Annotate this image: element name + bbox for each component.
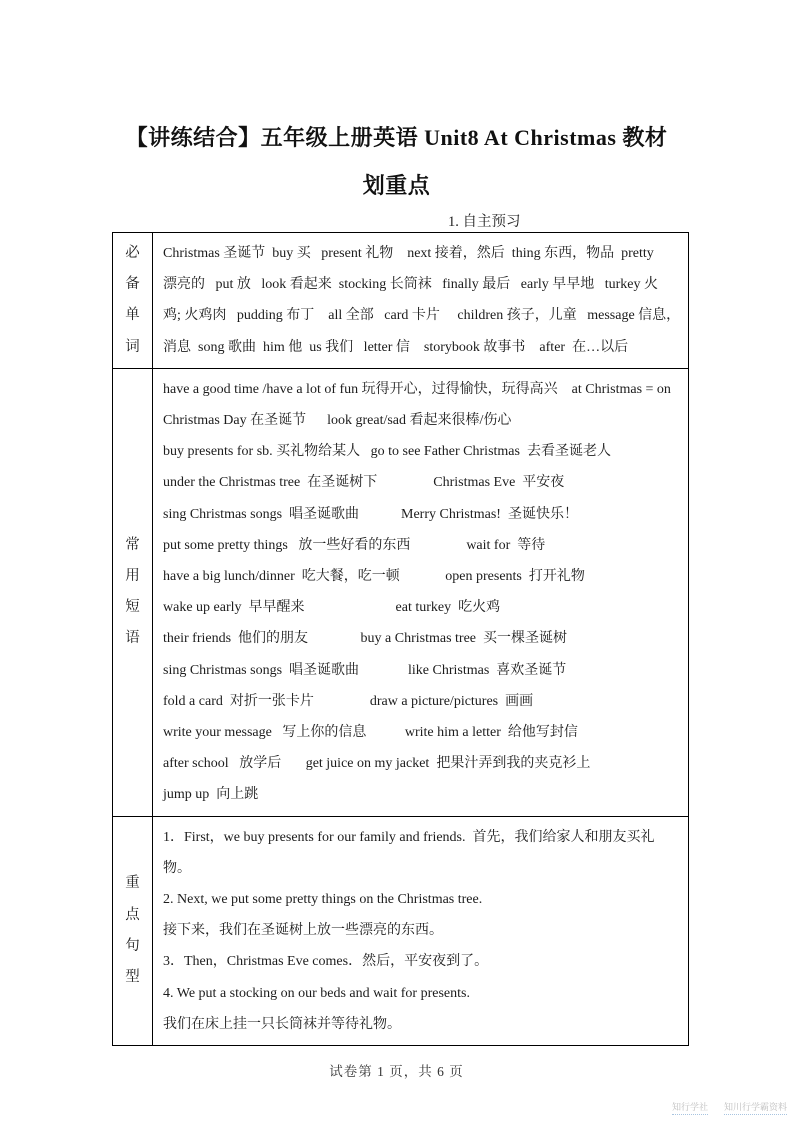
text-line: 鸡; 火鸡肉 pudding 布丁 all 全部 card 卡片 children 孩子，儿童 message 信息，	[163, 308, 681, 324]
text-line: jump up 向上跳	[163, 787, 259, 803]
text-line: under the Christmas tree 在圣诞树下 Christmas Eve 平安夜	[163, 475, 565, 491]
vertical-label: 常 用 短 语	[125, 536, 140, 647]
study-notes-table	[112, 232, 689, 1046]
text-line: Christmas Day 在圣诞节 look great/sad 看起来很棒/伤心	[163, 413, 512, 429]
row-header-words	[113, 233, 153, 369]
text-line: their friends 他们的朋友 buy a Christmas tree 买一棵圣诞树	[163, 631, 568, 647]
text-line: have a good time /have a lot of fun 玩得开心，过得愉快，玩得高兴 at Christmas = on	[163, 381, 671, 397]
text-line: 3．Then，Christmas Eve comes．然后，平安夜到了。	[163, 954, 489, 970]
watermark	[672, 1100, 787, 1115]
section-heading: 1. 自主预习	[448, 214, 521, 230]
text-line: 漂亮的 put 放 look 看起来 stocking 长筒袜 finally 最后 early 早早地 turkey 火	[163, 277, 659, 293]
text-line: sing Christmas songs 唱圣诞歌曲 like Christmas 喜欢圣诞节	[163, 662, 567, 678]
watermark-right-text: 知川行学霸资料	[724, 1100, 787, 1115]
title-line-2: 划重点	[362, 173, 431, 198]
text-line: sing Christmas songs 唱圣诞歌曲 Merry Christmas! 圣诞快乐！	[163, 506, 578, 522]
row-content-words	[153, 233, 689, 369]
text-line: fold a card 对折一张卡片 draw a picture/pictures 画画	[163, 693, 534, 709]
row-content-sentences	[153, 816, 689, 1045]
text-line: after school 放学后 get juice on my jacket 把果汁弄到我的夹克衫上	[163, 756, 591, 772]
table-row-phrases	[113, 368, 689, 816]
text-line: put some pretty things 放一些好看的东西 wait for 等待	[163, 537, 546, 553]
text-line: wake up early 早早醒来 eat turkey 吃火鸡	[163, 600, 501, 616]
text-line: write your message 写上你的信息 write him a letter 给他写封信	[163, 725, 578, 741]
text-line: Christmas 圣诞节 buy 买 present 礼物 next 接着，然后 thing 东西，物品 pretty	[163, 246, 654, 261]
text-line: have a big lunch/dinner 吃大餐，吃一顿 open presents 打开礼物	[163, 569, 585, 585]
text-line: 4. We put a stocking on our beds and wait for presents.	[163, 985, 470, 1001]
watermark-left-text: 知行学社	[672, 1100, 708, 1115]
table-row-words	[113, 233, 689, 369]
text-line: buy presents for sb. 买礼物给某人 go to see Father Christmas 去看圣诞老人	[163, 444, 611, 460]
text-line: 接下来，我们在圣诞树上放一些漂亮的东西。	[163, 923, 443, 939]
document-title	[0, 0, 793, 210]
title-line-1: 【讲练结合】五年级上册英语 Unit8 At Christmas 教材	[125, 125, 668, 150]
vertical-label: 重 点 句 型	[125, 875, 140, 986]
row-header-phrases	[113, 368, 153, 816]
row-header-sentences	[113, 816, 153, 1045]
text-line: 我们在床上挂一只长筒袜并等待礼物。	[163, 1016, 401, 1032]
text-line: 2. Next, we put some pretty things on the Christmas tree.	[163, 892, 483, 908]
text-line: 1．First，we buy presents for our family and friends. 首先，我们给家人和朋友买礼物。	[163, 829, 655, 876]
text-line: 消息 song 歌曲 him 他 us 我们 letter 信 storybook 故事书 after 在…以后	[163, 339, 629, 355]
row-content-phrases	[153, 368, 689, 816]
page-footer: 试卷第 1 页，共 6 页	[329, 1064, 464, 1079]
table-row-sentences	[113, 816, 689, 1045]
vertical-label: 必 备 单 词	[125, 245, 140, 355]
